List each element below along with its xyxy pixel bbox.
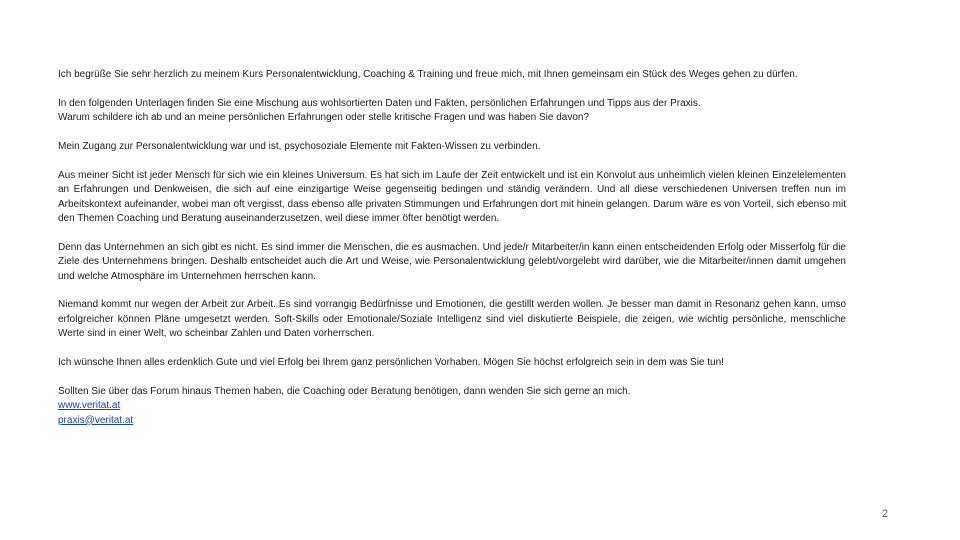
contact-text: Sollten Sie über das Forum hinaus Themen haben, die Coaching oder Beratung benötigen, dann wenden Sie sich gerne an mich. bbox=[58, 385, 631, 397]
paragraph-contact bbox=[58, 385, 846, 428]
website-link[interactable]: www.veritat.at bbox=[58, 400, 121, 412]
materials-line-2: Warum schildere ich ab und an meine persönlichen Erfahrungen oder stelle kritische Fragen und was haben Sie davon? bbox=[58, 112, 590, 124]
paragraph-universe: Aus meiner Sicht ist jeder Mensch für sich wie ein kleines Universum. Es hat sich im Laufe der Zeit entwickelt und ist ein Konvolut aus unheimlich vielen kleinen Einzelelementen an Erfahrungen und Denkweisen, die sich auf eine einzigartige Weise gegenseitig bedingen und ständig verändern. Und all diese verschiedenen Universen treffen nun im Arbeitskontext aufeinander, wobei man oft vergisst, dass ebenso alle privaten Stimmungen und Erfahrungen dort mit hinein gelangen. Darum wäre es von Vorteil, sich ebenso mit den Themen Coaching und Beratung auseinanderzusetzen, weil diese immer öfter benötigt werden. bbox=[58, 169, 846, 225]
paragraph-wishes: Ich wünsche Ihnen alles erdenklich Gute und viel Erfolg bei Ihrem ganz persönlichen Vorhaben. Mögen Sie höchst erfolgreich sein in dem was Sie tun! bbox=[58, 357, 724, 369]
paragraph-approach: Mein Zugang zur Personalentwicklung war und ist, psychosoziale Elemente mit Fakten-Wissen zu verbinden. bbox=[58, 141, 541, 152]
paragraph-welcome: Ich begrüße Sie sehr herzlich zu meinem Kurs Personalentwicklung, Coaching & Training und freue mich, mit Ihnen gemeinsam ein Stück des Weges gehen zu dürfen. bbox=[58, 69, 798, 80]
page-number: 2 bbox=[881, 508, 888, 520]
paragraph-company: Denn das Unternehmen an sich gibt es nicht. Es sind immer die Menschen, die es ausmachen. Und jede/r Mitarbeiter/in kann einen entscheidenden Erfolg oder Misserfolg für die Ziele des Unternehmens bringen. Deshalb entscheidet auch die Art und Weise, wie Personalentwicklung gelebt/vorgelebt wird darüber, wie die Mitarbeiter/innen damit umgehen und welche Atmosphäre im Unternehmen herrschen kann. bbox=[58, 241, 846, 282]
paragraph-needs: Niemand kommt nur wegen der Arbeit zur Arbeit. Es sind vorrangig Bedürfnisse und Emotionen, die gestillt werden wollen. Je besser man damit in Resonanz gehen kann, umso erfolgreicher können Pläne umgesetzt werden. Soft-Skills oder Emotionale/Soziale Intelligenz sind viel diskutierte Beispiele, die zeigen, wie wichtig persönliche, menschliche Werte sind in einer Welt, wo scheinbar Zahlen und Daten vorherrschen. bbox=[58, 299, 846, 340]
document-body bbox=[58, 68, 846, 428]
materials-line-1: In den folgenden Unterlagen finden Sie eine Mischung aus wohlsortierten Daten und Fakten, persönlichen Erfahrungen und Tipps aus der Praxis. bbox=[58, 97, 701, 109]
email-link[interactable]: praxis@veritat.at bbox=[58, 414, 134, 426]
paragraph-materials bbox=[58, 97, 846, 126]
